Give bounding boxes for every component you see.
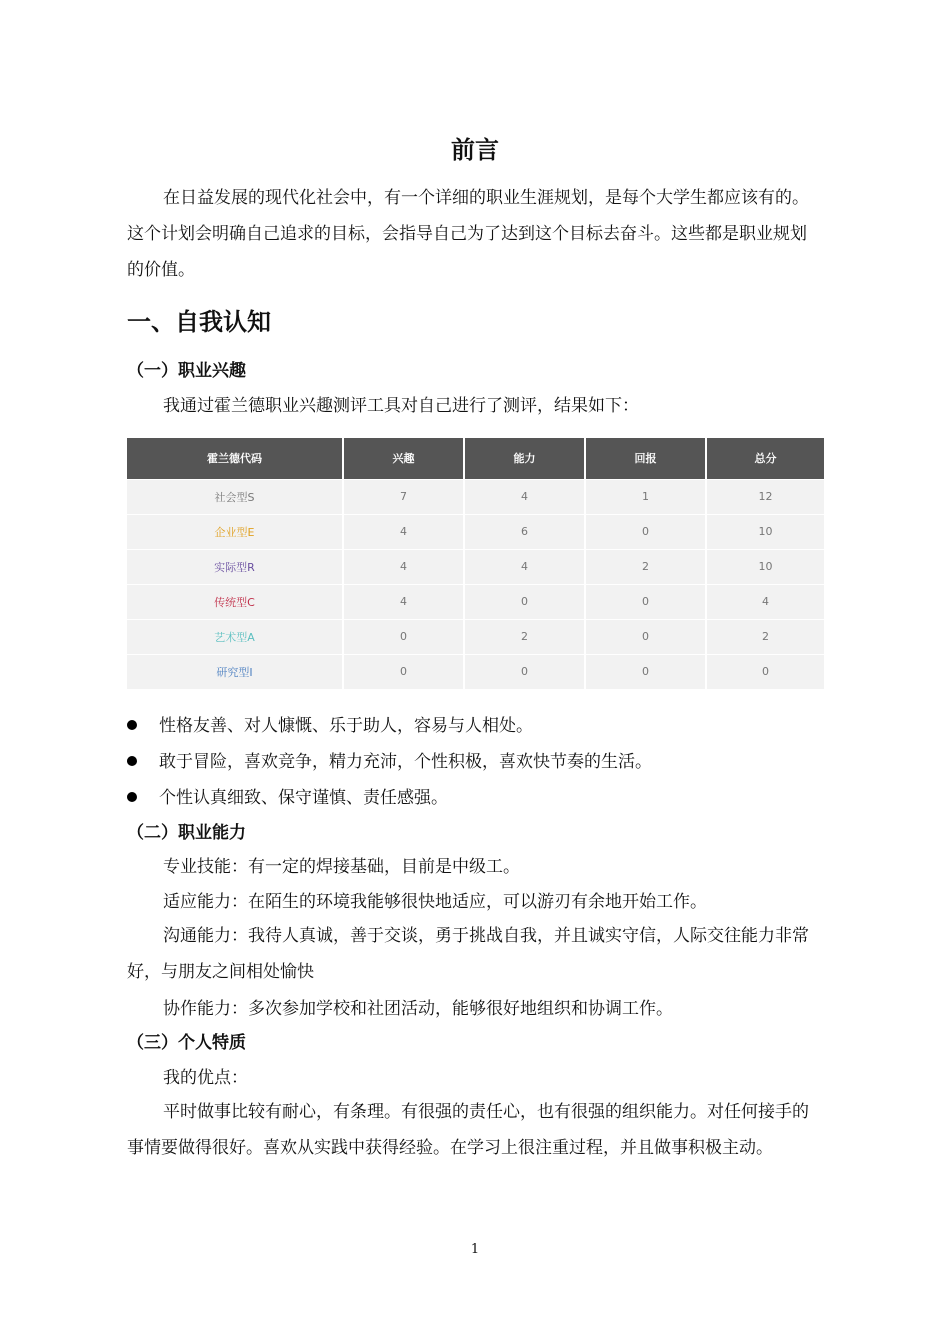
- ability-communication: [127, 918, 823, 990]
- score-cell: 4: [343, 549, 464, 584]
- table-header: 霍兰德代码: [127, 438, 343, 479]
- subheading-career-ability: （二）职业能力: [127, 823, 246, 843]
- score-cell: 4: [464, 549, 585, 584]
- table-row: [127, 654, 824, 689]
- intro-paragraph: [127, 180, 823, 288]
- bullet-dot-icon: [127, 756, 137, 766]
- traits-lead: 我的优点：: [163, 1068, 248, 1088]
- score-cell: 0: [585, 584, 706, 619]
- page-number: 1: [470, 1242, 480, 1257]
- score-cell: 0: [464, 584, 585, 619]
- bullet-dot-icon: [127, 792, 137, 802]
- score-cell: 0: [585, 619, 706, 654]
- score-cell: 0: [343, 619, 464, 654]
- holland-code-cell: 企业型E: [127, 514, 343, 549]
- table-row: [127, 549, 824, 584]
- subheading-personal-traits: （三）个人特质: [127, 1033, 246, 1053]
- score-cell: 4: [343, 584, 464, 619]
- holland-code-cell: 传统型C: [127, 584, 343, 619]
- ability-communication-text: 沟通能力：我待人真诚，善于交谈，勇于挑战自我，并且诚实守信，人际交往能力非常好，与朋友之间相处愉快: [127, 926, 809, 982]
- holland-results-table: [127, 438, 824, 689]
- subheading-career-interest: （一）职业兴趣: [127, 361, 246, 381]
- table-body: [127, 479, 824, 689]
- list-item: [127, 711, 533, 741]
- table-row: [127, 514, 824, 549]
- table-header: 能力: [464, 438, 585, 479]
- bullet-text: 个性认真细致、保守谨慎、责任感强。: [159, 788, 448, 808]
- bullet-text: 敢于冒险，喜欢竞争，精力充沛，个性积极，喜欢快节奏的生活。: [159, 752, 652, 772]
- bullet-text: 性格友善、对人慷慨、乐于助人，容易与人相处。: [159, 716, 533, 736]
- table-header: 总分: [706, 438, 824, 479]
- score-cell: 0: [706, 654, 824, 689]
- holland-code-cell: 研究型I: [127, 654, 343, 689]
- score-cell: 2: [585, 549, 706, 584]
- table-row: [127, 619, 824, 654]
- score-cell: 1: [585, 479, 706, 514]
- score-cell: 2: [464, 619, 585, 654]
- holland-code-cell: 社会型S: [127, 479, 343, 514]
- holland-code-cell: 实际型R: [127, 549, 343, 584]
- table-header-row: [127, 438, 824, 479]
- score-cell: 2: [706, 619, 824, 654]
- table-row: [127, 479, 824, 514]
- score-cell: 4: [706, 584, 824, 619]
- ability-cooperation: 协作能力：多次参加学校和社团活动，能够很好地组织和协调工作。: [163, 999, 673, 1019]
- score-cell: 4: [464, 479, 585, 514]
- score-cell: 0: [464, 654, 585, 689]
- score-cell: 7: [343, 479, 464, 514]
- list-item: [127, 783, 448, 813]
- score-cell: 12: [706, 479, 824, 514]
- bullet-dot-icon: [127, 720, 137, 730]
- table-row: [127, 584, 824, 619]
- traits-paragraph: [127, 1094, 823, 1166]
- score-cell: 0: [585, 654, 706, 689]
- page-title: 前言: [451, 136, 499, 164]
- intro-text: 在日益发展的现代化社会中，有一个详细的职业生涯规划，是每个大学生都应该有的。这个计划会明确自己追求的目标，会指导自己为了达到这个目标去奋斗。这些都是职业规划的价值。: [127, 188, 809, 280]
- table-header: 兴趣: [343, 438, 464, 479]
- holland-code-cell: 艺术型A: [127, 619, 343, 654]
- ability-skill: 专业技能：有一定的焊接基础，目前是中级工。: [163, 857, 520, 877]
- score-cell: 4: [343, 514, 464, 549]
- ability-adapt: 适应能力：在陌生的环境我能够很快地适应，可以游刃有余地开始工作。: [163, 892, 707, 912]
- score-cell: 0: [585, 514, 706, 549]
- score-cell: 6: [464, 514, 585, 549]
- section-heading-self-awareness: 一、自我认知: [127, 308, 271, 336]
- traits-text: 平时做事比较有耐心，有条理。有很强的责任心，也有很强的组织能力。对任何接手的事情要做得很好。喜欢从实践中获得经验。在学习上很注重过程，并且做事积极主动。: [127, 1102, 809, 1158]
- score-cell: 0: [343, 654, 464, 689]
- score-cell: 10: [706, 549, 824, 584]
- score-cell: 10: [706, 514, 824, 549]
- list-item: [127, 747, 652, 777]
- interest-lead: 我通过霍兰德职业兴趣测评工具对自己进行了测评，结果如下：: [163, 396, 639, 416]
- table-header: 回报: [585, 438, 706, 479]
